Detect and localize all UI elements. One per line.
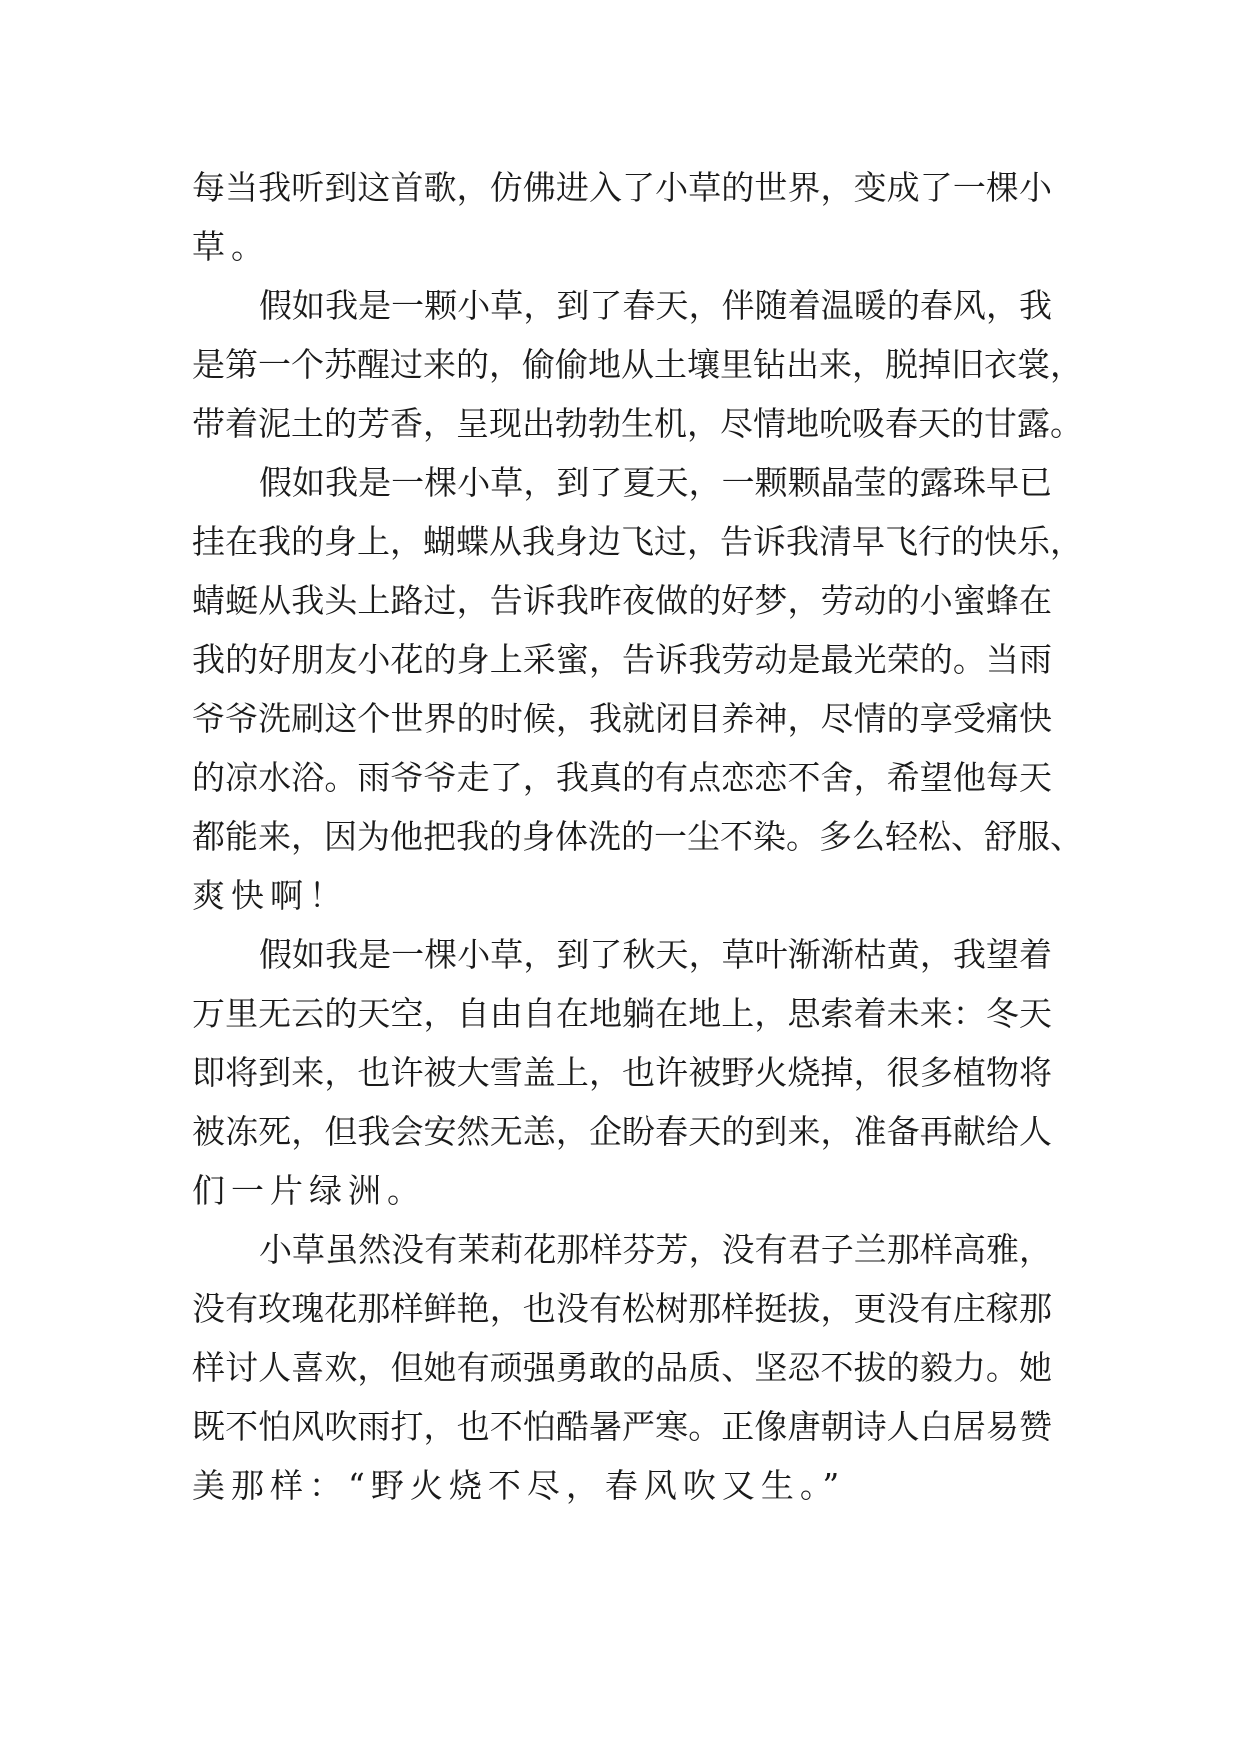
text-line: 都能来，因为他把我的身体洗的一尘不染。多么轻松、舒服、 — [192, 817, 1083, 856]
text-line: 假如我是一棵小草，到了夏天，一颗颗晶莹的露珠早已 — [259, 463, 1052, 502]
document-body — [192, 158, 1083, 1515]
text-line: 小草虽然没有茉莉花那样芬芳，没有君子兰那样高雅， — [259, 1230, 1052, 1269]
text-line: 样讨人喜欢，但她有顽强勇敢的品质、坚忍不拔的毅力。她 — [192, 1348, 1052, 1387]
paragraph-4 — [192, 925, 1052, 1220]
text-line: 没有玫瑰花那样鲜艳，也没有松树那样挺拔，更没有庄稼那 — [192, 1289, 1052, 1328]
text-line: 是第一个苏醒过来的，偷偷地从土壤里钻出来，脱掉旧衣裳， — [192, 345, 1083, 384]
text-line: 的凉水浴。雨爷爷走了，我真的有点恋恋不舍，希望他每天 — [192, 758, 1052, 797]
text-line: 爷爷洗刷这个世界的时候，我就闭目养神，尽情的享受痛快 — [192, 699, 1052, 738]
text-line: 万里无云的天空，自由自在地躺在地上，思索着未来：冬天 — [192, 994, 1052, 1033]
text-line: 带着泥土的芳香，呈现出勃勃生机，尽情地吮吸春天的甘露。 — [192, 404, 1083, 443]
text-line: 美那样：“野火烧不尽，春风吹又生。” — [192, 1466, 846, 1505]
text-line: 爽快啊！ — [192, 876, 348, 915]
text-line: 每当我听到这首歌，仿佛进入了小草的世界，变成了一棵小 — [192, 168, 1052, 207]
text-line: 们一片绿洲。 — [192, 1171, 426, 1210]
paragraph-1 — [192, 158, 1052, 276]
text-line: 假如我是一棵小草，到了秋天，草叶渐渐枯黄，我望着 — [259, 935, 1052, 974]
text-line: 草。 — [192, 227, 270, 266]
text-line: 既不怕风吹雨打，也不怕酷暑严寒。正像唐朝诗人白居易赞 — [192, 1407, 1052, 1446]
text-line: 我的好朋友小花的身上采蜜，告诉我劳动是最光荣的。当雨 — [192, 640, 1052, 679]
text-line: 假如我是一颗小草，到了春天，伴随着温暖的春风，我 — [259, 286, 1052, 325]
text-line: 被冻死，但我会安然无恙，企盼春天的到来，准备再献给人 — [192, 1112, 1052, 1151]
text-line: 蜻蜓从我头上路过，告诉我昨夜做的好梦，劳动的小蜜蜂在 — [192, 581, 1052, 620]
paragraph-3 — [192, 453, 1083, 925]
paragraph-2 — [192, 276, 1083, 453]
text-line: 挂在我的身上，蝴蝶从我身边飞过，告诉我清早飞行的快乐， — [192, 522, 1083, 561]
paragraph-5 — [192, 1220, 1052, 1515]
text-line: 即将到来，也许被大雪盖上，也许被野火烧掉，很多植物将 — [192, 1053, 1052, 1092]
